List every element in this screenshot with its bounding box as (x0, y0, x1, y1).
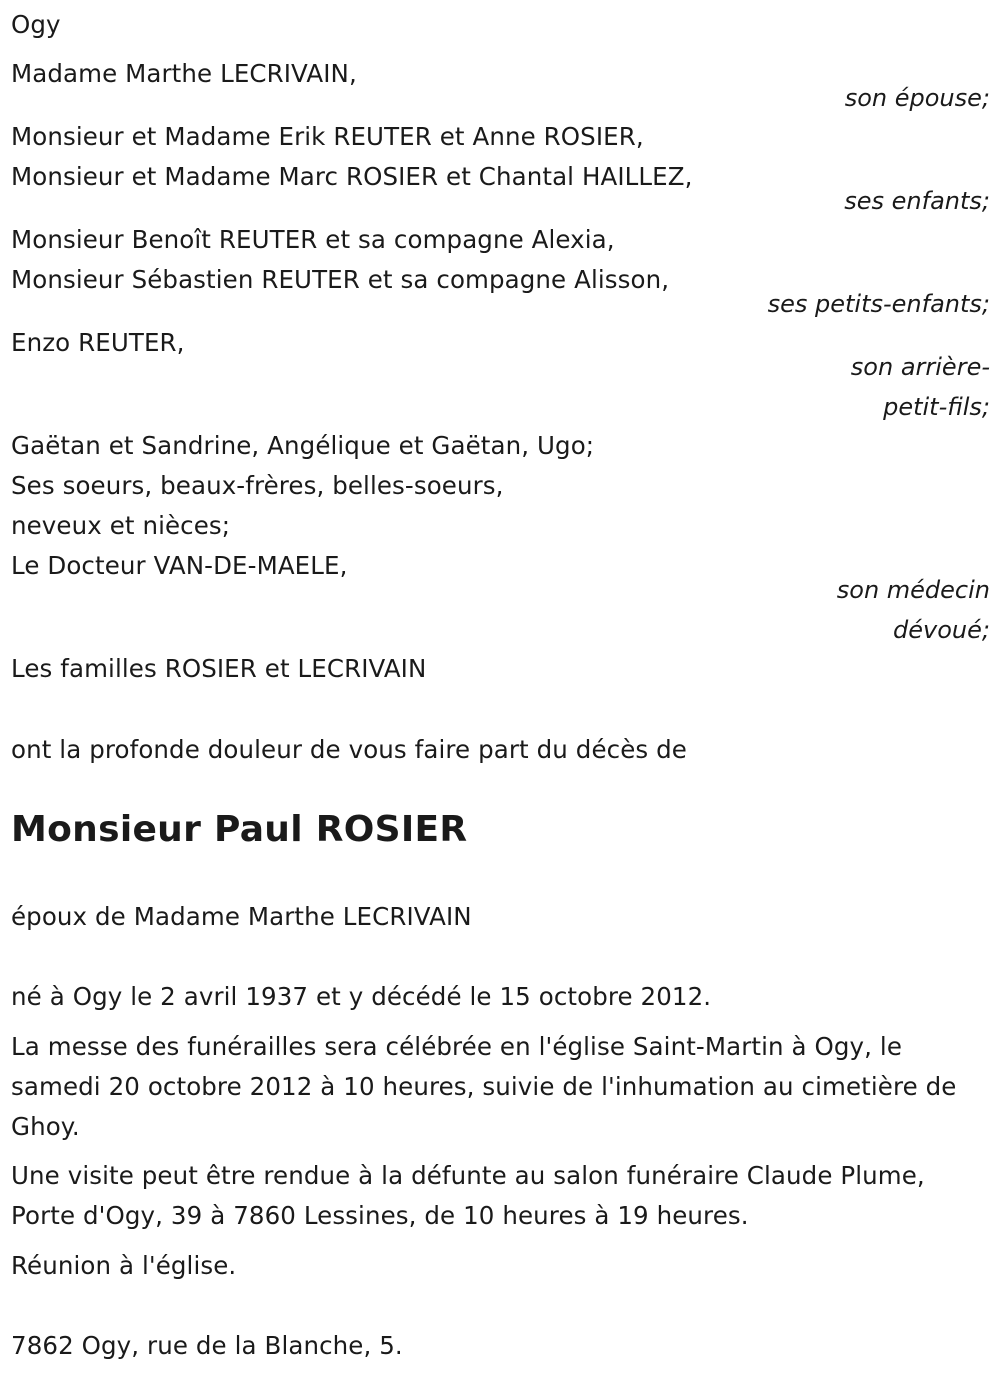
announcement-text: ont la profonde douleur de vous faire part du décès de (11, 735, 687, 764)
relation-label: ses enfants; (844, 187, 990, 215)
relation-label: son épouse; (844, 84, 990, 112)
relation-label: petit-fils; (883, 393, 990, 421)
relation-label: son arrière- (850, 353, 990, 381)
family-member-line: Enzo REUTER, (11, 328, 185, 357)
relation-label: ses petits-enfants; (767, 290, 990, 318)
family-member-line: Ses soeurs, beaux-frères, belles-soeurs, (11, 471, 504, 500)
family-member-line: Monsieur et Madame Erik REUTER et Anne ROSIER, (11, 122, 644, 151)
relation-label: dévoué; (893, 616, 990, 644)
birth-death-line: né à Ogy le 2 avril 1937 et y décédé le 15 octobre 2012. (11, 982, 712, 1011)
family-member-line: neveux et nièces; (11, 511, 231, 540)
visit-paragraph: Une visite peut être rendue à la défunte au salon funéraire Claude Plume, Porte d'Ogy, 39 à 7860 Lessines, de 10 heures à 19 heures. (11, 1161, 925, 1230)
family-member-line: Madame Marthe LECRIVAIN, (11, 59, 357, 88)
relation-label: son médecin (836, 576, 990, 604)
family-member-line: Monsieur et Madame Marc ROSIER et Chantal HAILLEZ, (11, 162, 693, 191)
family-member-line: Gaëtan et Sandrine, Angélique et Gaëtan, Ugo; (11, 431, 595, 460)
place-heading: Ogy (11, 10, 61, 39)
family-member-line: Les familles ROSIER et LECRIVAIN (11, 654, 427, 683)
meeting-line: Réunion à l'église. (11, 1251, 237, 1280)
family-member-line: Monsieur Sébastien REUTER et sa compagne Alisson, (11, 265, 670, 294)
family-member-line: Le Docteur VAN-DE-MAELE, (11, 551, 348, 580)
address-line: 7862 Ogy, rue de la Blanche, 5. (11, 1331, 403, 1360)
family-member-line: Monsieur Benoît REUTER et sa compagne Alexia, (11, 225, 615, 254)
funeral-paragraph: La messe des funérailles sera célébrée en l'église Saint-Martin à Ogy, le samedi 20 octobre 2012 à 10 heures, suivie de l'inhumation au cimetière de Ghoy. (11, 1032, 957, 1141)
deceased-name: Monsieur Paul ROSIER (11, 809, 468, 850)
spouse-line: époux de Madame Marthe LECRIVAIN (11, 902, 472, 931)
